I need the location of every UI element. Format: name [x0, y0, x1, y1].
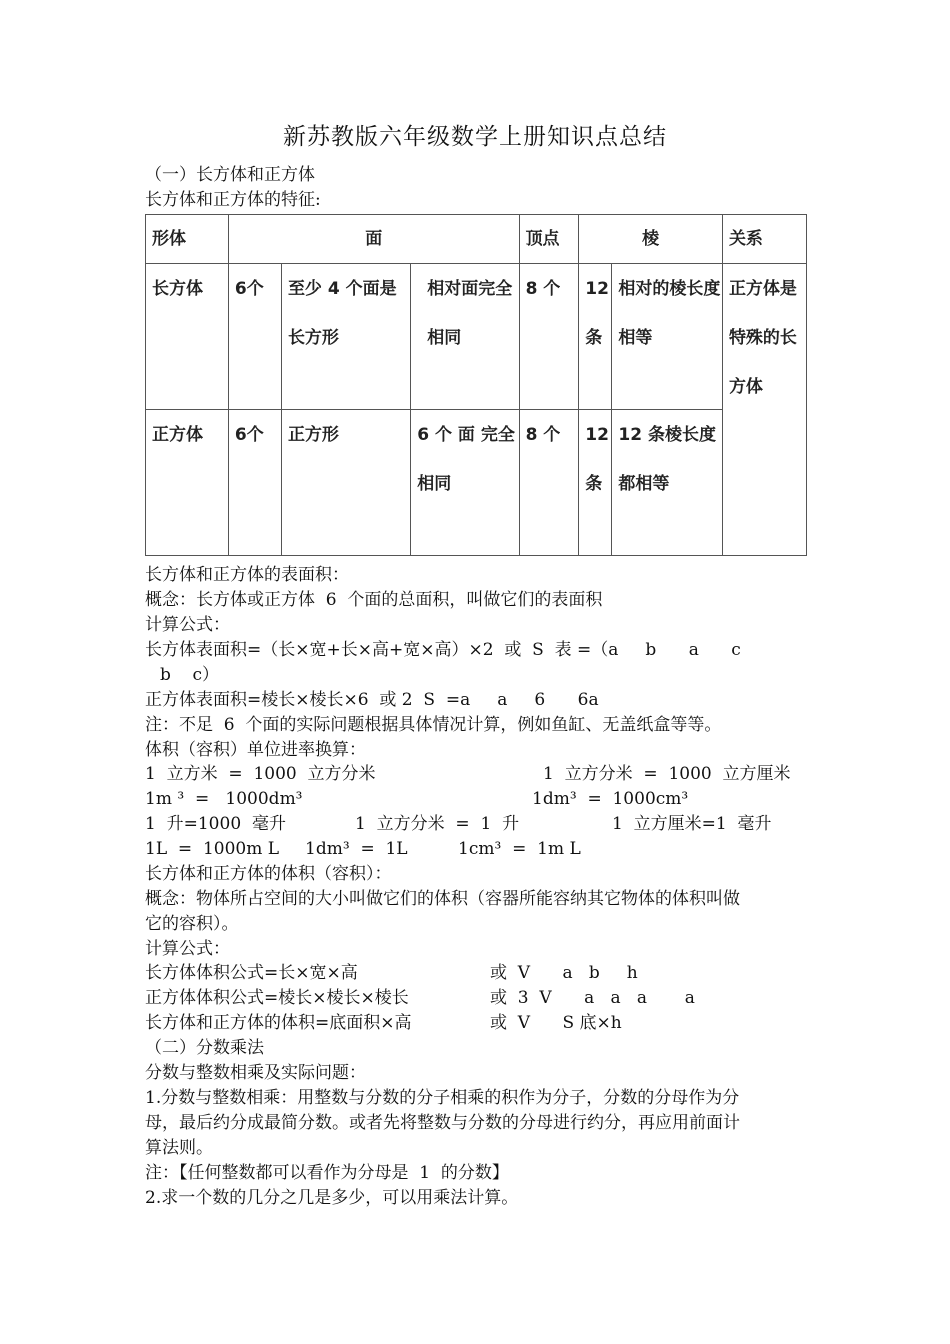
text-line: 长方体和正方体的表面积： [145, 565, 349, 585]
formula-text: 或 V a b h [490, 963, 638, 983]
formula-text: 或 3 V a a a a [490, 988, 695, 1008]
conversion-text: 1dm³ = 1L [305, 839, 408, 859]
table-row [146, 264, 807, 410]
cell-face-desc2: 相对面完全相同 [411, 264, 519, 410]
text-line: 母，最后约分成最简分数。或者先将整数与分数的分母进行约分，再应用前面计 [145, 1113, 740, 1133]
header-faces: 面 [228, 215, 519, 264]
formula-text: 或 V S 底×h [490, 1013, 622, 1033]
conversion-text: 1cm³ = 1m L [458, 839, 581, 859]
text-line: 长方体表面积=（长×宽+长×高+宽×高）×2 或 S 表 =（a b a c [145, 640, 741, 660]
text-line: 2.求一个数的几分之几是多少，可以用乘法计算。 [145, 1188, 519, 1208]
features-table [145, 214, 807, 556]
text-line: 概念：长方体或正方体 6 个面的总面积，叫做它们的表面积 [145, 590, 603, 610]
conversion-text: 1 立方米 = 1000 立方分米 [145, 764, 376, 784]
cell-faces: 6个 [228, 264, 281, 410]
text-line: 正方体表面积=棱长×棱长×6 或 2 S =a a 6 6a [145, 690, 599, 710]
cell-face-desc2: 6 个 面 完全相同 [411, 410, 519, 556]
section-heading-fractions: （二）分数乘法 [145, 1038, 264, 1058]
formula-text: 正方体体积公式=棱长×棱长×棱长 [145, 988, 409, 1008]
text-line: b c） [160, 665, 220, 685]
conversion-text: 1m ³ = 1000dm³ [145, 789, 303, 809]
cell-edges: 12条 [579, 410, 612, 556]
text-line: 算法则。 [145, 1138, 213, 1158]
cell-shape: 长方体 [146, 264, 229, 410]
header-edges: 棱 [579, 215, 723, 264]
table-header-row [146, 215, 807, 264]
conversion-text: 1 立方分米 = 1000 立方厘米 [543, 764, 791, 784]
formula-text: 长方体和正方体的体积=底面积×高 [145, 1013, 412, 1033]
cell-vertices: 8 个 [519, 264, 579, 410]
text-line: 1.分数与整数相乘：用整数与分数的分子相乘的积作为分子，分数的分母作为分 [145, 1088, 740, 1108]
cell-edges: 12条 [579, 264, 612, 410]
conversion-text: 1 升=1000 毫升 [145, 814, 286, 834]
table-row [146, 410, 807, 556]
text-line: 概念：物体所占空间的大小叫做它们的体积（容器所能容纳其它物体的体积叫做 [145, 889, 740, 909]
conversion-text: 1 立方厘米=1 毫升 [612, 814, 772, 834]
text-line: 分数与整数相乘及实际问题： [145, 1063, 366, 1083]
header-shape: 形体 [146, 215, 229, 264]
text-line: 体积（容积）单位进率换算： [145, 740, 366, 760]
cell-face-desc: 至少 4 个面是长方形 [281, 264, 410, 410]
section-heading-cuboid: （一）长方体和正方体 [145, 165, 315, 185]
conversion-text: 1 立方分米 = 1 升 [355, 814, 520, 834]
text-line: 注：【任何整数都可以看作为分母是 1 的分数】 [145, 1163, 509, 1183]
text-line: 它的容积）。 [145, 914, 239, 934]
cell-vertices: 8 个 [519, 410, 579, 556]
formula-text: 长方体体积公式=长×宽×高 [145, 963, 358, 983]
conversion-text: 1L = 1000m L [145, 839, 280, 859]
features-heading: 长方体和正方体的特征: [145, 190, 321, 210]
cell-faces: 6个 [228, 410, 281, 556]
conversion-text: 1dm³ = 1000cm³ [532, 789, 689, 809]
cell-relation: 正方体是特殊的长方体 [722, 264, 806, 556]
cell-face-desc: 正方形 [281, 410, 410, 556]
cell-edge-desc: 相对的棱长度相等 [612, 264, 723, 410]
cell-shape: 正方体 [146, 410, 229, 556]
header-relation: 关系 [722, 215, 806, 264]
document-title: 新苏教版六年级数学上册知识点总结 [283, 124, 667, 150]
text-line: 计算公式： [145, 939, 230, 959]
cell-edge-desc: 12 条棱长度都相等 [612, 410, 723, 556]
text-line: 计算公式： [145, 615, 230, 635]
text-line: 长方体和正方体的体积（容积）： [145, 864, 392, 884]
text-line: 注：不足 6 个面的实际问题根据具体情况计算，例如鱼缸、无盖纸盒等等。 [145, 715, 722, 735]
header-vertices: 顶点 [519, 215, 579, 264]
